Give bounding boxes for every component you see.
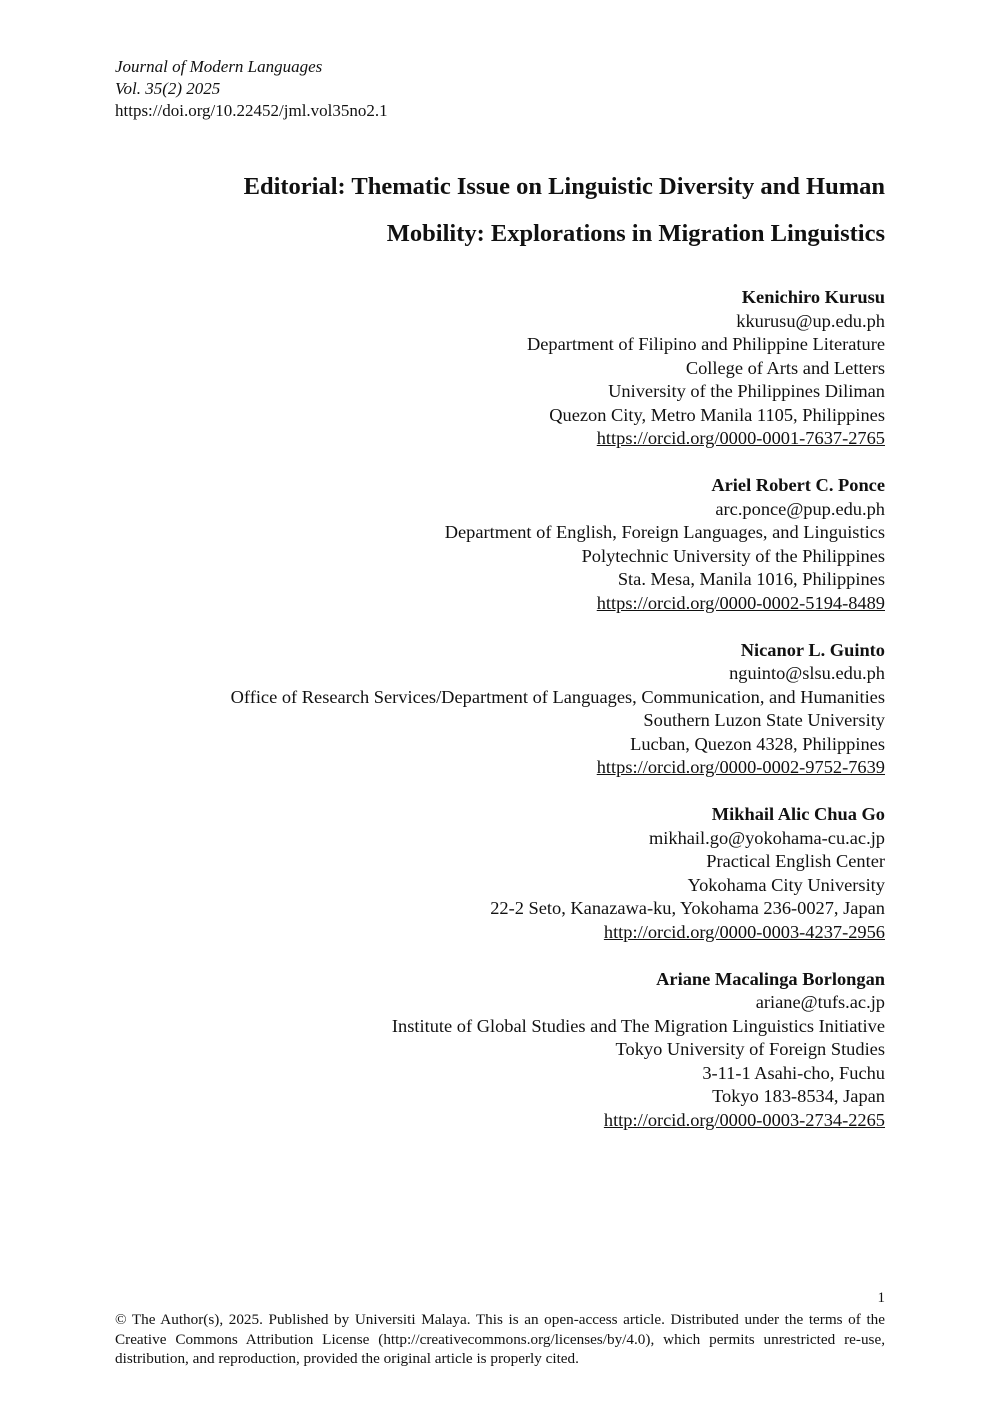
author-affiliation-line: Department of English, Foreign Languages, and Linguistics <box>444 522 885 542</box>
journal-header <box>115 56 388 122</box>
author-email[interactable]: mikhail.go@yokohama-cu.ac.jp <box>648 827 885 848</box>
page-number: 1 <box>877 1290 885 1306</box>
author-affiliation-line: University of the Philippines Diliman <box>608 381 885 401</box>
author-affiliation-line: Quezon City, Metro Manila 1105, Philippines <box>549 404 885 425</box>
author-affiliation-line: College of Arts and Letters <box>685 357 885 378</box>
author-affiliation-line: Tokyo 183-8534, Japan <box>712 1086 885 1106</box>
author-affiliation-line: 22-2 Seto, Kanazawa-ku, Yokohama 236-0027, Japan <box>490 898 885 918</box>
journal-doi[interactable]: https://doi.org/10.22452/jml.vol35no2.1 <box>115 101 388 120</box>
article-title <box>120 163 885 257</box>
author-name: Ariane Macalinga Borlongan <box>656 968 885 989</box>
author-email[interactable]: ariane@tufs.ac.jp <box>755 992 885 1012</box>
license-footer: © The Author(s), 2025. Published by Universiti Malaya. This is an open-access article. Distributed under the terms of the Creative Commons Attribution License (http://creativecommons.org/licenses/by/4.0), which permits unrestricted re-use, distribution, and reproduction, provided the original article is properly cited. <box>115 1311 885 1367</box>
author-block <box>120 474 885 615</box>
title-line-2: Mobility: Explorations in Migration Linguistics <box>386 220 885 247</box>
author-block <box>120 286 885 451</box>
author-orcid-link[interactable]: https://orcid.org/0000-0002-5194-8489 <box>596 592 885 613</box>
title-line-1: Editorial: Thematic Issue on Linguistic Diversity and Human <box>243 173 885 200</box>
author-affiliation-line: Sta. Mesa, Manila 1016, Philippines <box>617 569 885 589</box>
author-affiliation-line: Tokyo University of Foreign Studies <box>615 1039 885 1059</box>
author-email[interactable]: arc.ponce@pup.edu.ph <box>715 498 885 519</box>
author-affiliation-line: 3-11-1 Asahi-cho, Fuchu <box>702 1062 885 1083</box>
journal-volume: Vol. 35(2) 2025 <box>115 79 221 98</box>
author-name: Nicanor L. Guinto <box>740 639 885 660</box>
author-name: Ariel Robert C. Ponce <box>711 475 885 495</box>
journal-name: Journal of Modern Languages <box>115 57 323 76</box>
author-name: Kenichiro Kurusu <box>741 287 885 307</box>
author-block <box>120 803 885 944</box>
author-block <box>120 968 885 1133</box>
author-affiliation-line: Office of Research Services/Department of Languages, Communication, and Humanities <box>230 686 885 707</box>
author-orcid-link[interactable]: http://orcid.org/0000-0003-4237-2956 <box>603 921 885 942</box>
author-affiliation-line: Yokohama City University <box>687 874 885 895</box>
author-affiliation-line: Practical English Center <box>706 851 885 871</box>
author-orcid-link[interactable]: https://orcid.org/0000-0001-7637-2765 <box>596 428 885 448</box>
author-block <box>120 639 885 780</box>
author-affiliation-line: Lucban, Quezon 4328, Philippines <box>630 733 885 754</box>
author-name: Mikhail Alic Chua Go <box>711 804 885 824</box>
author-affiliation-line: Southern Luzon State University <box>643 710 885 730</box>
author-affiliation-line: Department of Filipino and Philippine Literature <box>526 334 885 354</box>
author-orcid-link[interactable]: https://orcid.org/0000-0002-9752-7639 <box>596 757 885 777</box>
author-email[interactable]: kkurusu@up.edu.ph <box>736 310 885 331</box>
author-affiliation-line: Polytechnic University of the Philippines <box>581 545 885 566</box>
author-list <box>120 286 885 1156</box>
author-affiliation-line: Institute of Global Studies and The Migration Linguistics Initiative <box>391 1015 885 1036</box>
author-email[interactable]: nguinto@slsu.edu.ph <box>729 663 885 683</box>
author-orcid-link[interactable]: http://orcid.org/0000-0003-2734-2265 <box>603 1109 885 1130</box>
